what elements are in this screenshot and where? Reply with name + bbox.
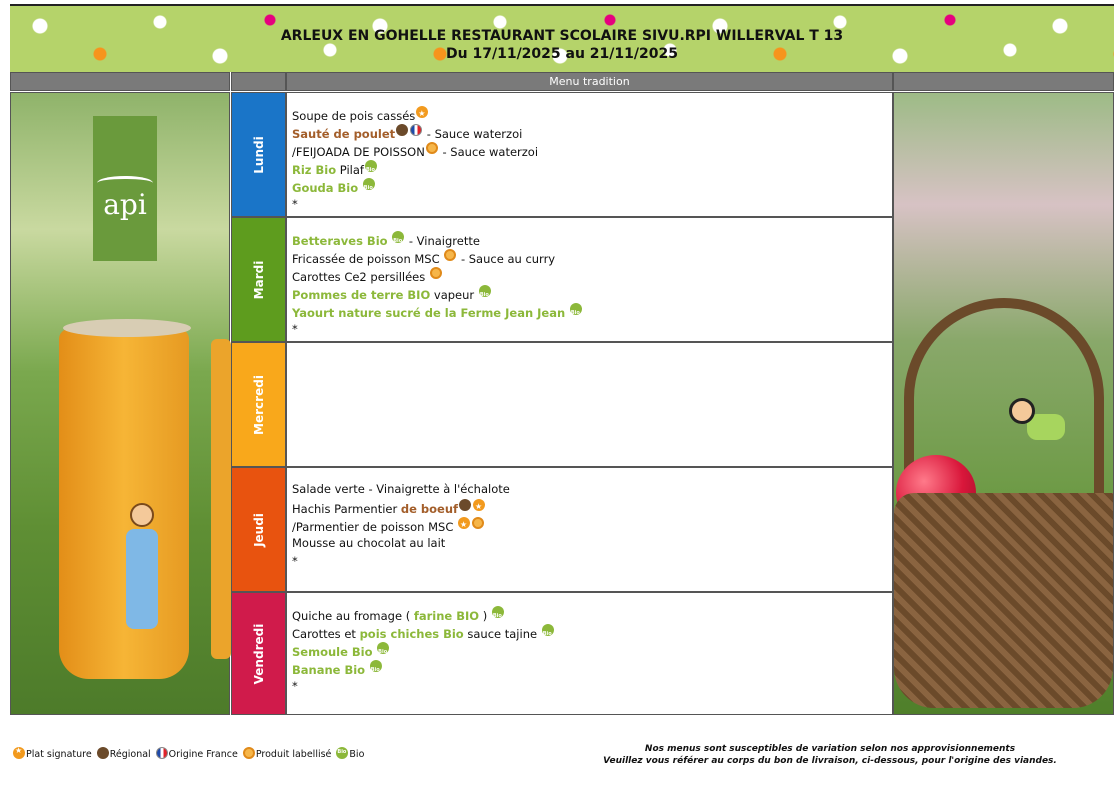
menu-item [292, 499, 887, 517]
label-icon [426, 142, 438, 154]
menu-text: /Parmentier de poisson MSC [292, 520, 458, 534]
header-cell-left [10, 72, 230, 91]
regional-icon [396, 124, 408, 136]
bio-icon [336, 747, 348, 759]
day-label-jeudi [231, 467, 286, 592]
menu-text: - Sauce waterzoi [423, 127, 523, 141]
menu-text [565, 306, 569, 320]
bio-icon [365, 160, 377, 172]
menu-item [292, 535, 887, 553]
menu-item [292, 231, 887, 249]
header-banner [10, 4, 1114, 72]
menu-item [292, 160, 887, 178]
menu-text: Betteraves Bio [292, 234, 388, 248]
menu-cell-mercredi [286, 342, 893, 467]
menu-text [388, 234, 392, 248]
bio-icon [377, 642, 389, 654]
menu-cell-vendredi [286, 592, 893, 715]
signature-icon [416, 106, 428, 118]
date-range: Du 17/11/2025 au 21/11/2025 [446, 46, 678, 62]
menu-item [292, 124, 887, 142]
menu-text: /FEIJOADA DE POISSON [292, 145, 425, 159]
menu-text: Semoule Bio [292, 645, 373, 659]
menu-text: pois chiches Bio [359, 627, 464, 641]
menu-text: Riz Bio [292, 163, 337, 177]
menu-text: sauce tajine [463, 627, 541, 641]
menu-item [292, 303, 887, 321]
page-title: ARLEUX EN GOHELLE RESTAURANT SCOLAIRE SIVU.RPI WILLERVAL T 13 [280, 28, 844, 44]
label-icon [472, 517, 484, 529]
france-icon [410, 124, 422, 136]
kid2-head-icon [1009, 398, 1035, 424]
menu-text: * [292, 554, 298, 568]
menu-item [292, 196, 887, 214]
bio-icon [492, 606, 504, 618]
menu-item [292, 178, 887, 196]
menu-item [292, 624, 887, 642]
menu-text: * [292, 197, 298, 211]
menu-cell-jeudi [286, 467, 893, 592]
legend-label: Origine France [168, 749, 238, 760]
menu-text: Carottes et [292, 627, 360, 641]
day-label-vendredi [231, 592, 286, 715]
kid-head-icon [130, 503, 154, 527]
menu-item [292, 142, 887, 160]
menu-text: Pilaf [336, 163, 364, 177]
menu-item [292, 678, 887, 696]
day-name: Lundi [251, 135, 266, 174]
legend-label: Produit labellisé [255, 749, 332, 760]
menu-text [365, 663, 369, 677]
legend-label: Régional [109, 749, 151, 760]
menu-text: Salade verte - Vinaigrette à l'échalote [292, 482, 510, 496]
menu-item [292, 553, 887, 571]
menu-text: Banane Bio [292, 663, 366, 677]
day-name: Jeudi [251, 512, 266, 547]
menu-text: Soupe de pois cassés [292, 109, 416, 123]
disclaimer-line-2: Veuillez vous référer au corps du bon de livraison, ci-dessous, pour l'origine des viandes. [603, 756, 1057, 766]
menu-item [292, 106, 887, 124]
menu-text: Gouda Bio [292, 181, 359, 195]
bio-icon [542, 624, 554, 636]
france-icon [156, 747, 168, 759]
menu-text: * [292, 322, 298, 336]
header-cell-day [231, 72, 286, 91]
legend-label: Bio [349, 749, 365, 760]
menu-text: - Vinaigrette [405, 234, 480, 248]
logo-text: api [103, 188, 147, 221]
menu-text: Pommes de terre BIO [292, 288, 431, 302]
menu-item [292, 249, 887, 267]
label-icon [444, 249, 456, 261]
menu-item [292, 321, 887, 339]
day-label-mardi [231, 217, 286, 342]
regional-icon [459, 499, 471, 511]
legend-label: Plat signature [26, 749, 92, 760]
menu-text: * [292, 679, 298, 693]
regional-icon [97, 747, 109, 759]
menu-text: vapeur [430, 288, 478, 302]
day-name: Vendredi [251, 623, 266, 684]
menu-text: Hachis Parmentier [292, 502, 401, 516]
boots-illustration [10, 92, 230, 715]
label-icon [430, 267, 442, 279]
day-name: Mardi [251, 260, 266, 299]
menu-text: - Sauce au curry [457, 252, 556, 266]
api-logo [93, 116, 157, 261]
menu-text: Quiche au fromage ( [292, 609, 414, 623]
climbing-kid-icon [1009, 398, 1069, 458]
menu-text: Mousse au chocolat au lait [292, 536, 446, 550]
second-boot-icon [211, 339, 231, 659]
signature-icon [473, 499, 485, 511]
menu-column-title: Menu tradition [286, 72, 893, 91]
menu-text [373, 645, 377, 659]
signature-icon [13, 747, 25, 759]
kid-body-icon [126, 529, 158, 629]
label-icon [243, 747, 255, 759]
menu-item [292, 606, 887, 624]
menu-text: Yaourt nature sucré de la Ferme Jean Jean [292, 306, 566, 320]
bio-icon [392, 231, 404, 243]
day-label-mercredi [231, 342, 286, 467]
menu-text: ) [479, 609, 491, 623]
disclaimer-line-1: Nos menus sont susceptibles de variation selon nos approvisionnements [644, 744, 1016, 754]
menu-cell-mardi [286, 217, 893, 342]
day-name: Mercredi [251, 374, 266, 435]
menu-text: de boeuf [400, 502, 459, 516]
bio-icon [370, 660, 382, 672]
menu-text: - Sauce waterzoi [438, 145, 539, 159]
menu-text: Carottes Ce2 persillées [292, 270, 429, 284]
disclaimer [560, 743, 1100, 767]
signature-icon [458, 517, 470, 529]
menu-item [292, 285, 887, 303]
menu-item [292, 517, 887, 535]
menu-text [358, 181, 362, 195]
basket-icon [894, 493, 1113, 708]
boot-opening-icon [63, 319, 191, 337]
bio-icon [479, 285, 491, 297]
menu-item [292, 267, 887, 285]
header-cell-right [893, 72, 1114, 91]
menu-text: Sauté de poulet [292, 127, 396, 141]
apple-basket-illustration [893, 92, 1114, 715]
menu-cell-lundi [286, 92, 893, 217]
day-label-lundi [231, 92, 286, 217]
bio-icon [363, 178, 375, 190]
menu-text: Fricassée de poisson MSC [292, 252, 444, 266]
menu-item [292, 481, 887, 499]
menu-item [292, 642, 887, 660]
legend [12, 747, 368, 760]
bio-icon [570, 303, 582, 315]
gardener-kid-icon [116, 503, 168, 633]
menu-text: farine BIO [413, 609, 480, 623]
menu-item [292, 660, 887, 678]
